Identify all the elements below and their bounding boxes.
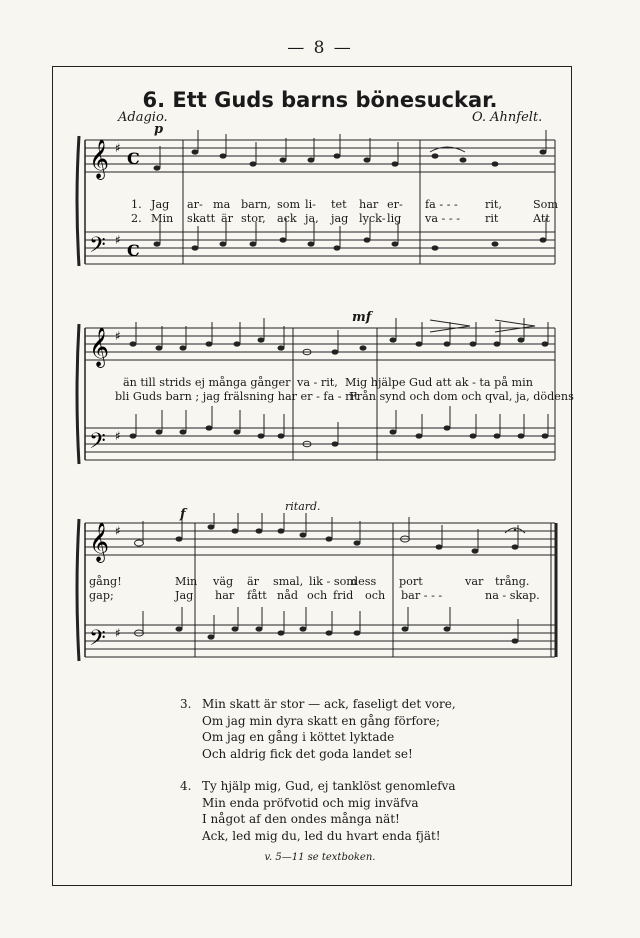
stanza-line: Min enda pröfvotid och mig inväfva <box>202 795 419 810</box>
svg-text:𝄞: 𝄞 <box>89 327 110 367</box>
music-system-2: 𝄞 𝄢 ♯ ♯ än till strids ej många gånger va - rit, Mig hjälpe Gud att ak - ta på min bli Guds barn ; jag frälsning har er - fa - rit Från synd och dom och qval, ja, dödens <box>75 318 565 478</box>
svg-text:♯: ♯ <box>115 233 121 247</box>
svg-text:𝄞: 𝄞 <box>89 139 110 179</box>
dynamic-p: p <box>154 122 164 137</box>
stanza-line: Ack, led mig du, led du hvart enda fjät! <box>202 828 441 843</box>
music-system-1: 𝄞 𝄢 ♯ ♯ C C 1. Jag ar- ma barn, som li- tet har er- fa - - - rit, Som 2. Min skatt är stor, ack ja, jag lyck- lig va - - - rit Att <box>75 130 565 280</box>
stanza-line: Och aldrig fick det goda landet se! <box>202 746 413 761</box>
svg-text:♯: ♯ <box>115 626 121 640</box>
svg-text:𝄢: 𝄢 <box>89 626 106 656</box>
stanza-line: I något af den ondes många nät! <box>202 812 400 826</box>
svg-text:♯: ♯ <box>115 141 121 155</box>
svg-text:𝄞: 𝄞 <box>89 522 110 562</box>
svg-text:C: C <box>127 149 140 168</box>
svg-text:♯: ♯ <box>115 429 121 443</box>
svg-text:𝄢: 𝄢 <box>89 429 106 459</box>
music-system-3: 𝄞 𝄢 ♯ ♯ gång! Min väg är smal, lik - som dess port var trång. gap; Jag har fått nåd och frid och bar - - - na - skap. <box>75 513 565 673</box>
song-title: 6. Ett Guds barns bönesuckar. <box>142 88 498 112</box>
stanza-number: 3. <box>180 697 192 711</box>
svg-text:C: C <box>127 241 140 260</box>
ritard-marking: ritard. <box>285 500 321 513</box>
footnote: v. 5—11 se textboken. <box>264 852 376 863</box>
dynamic-f: f <box>180 507 186 522</box>
stanza-line: Ty hjälp mig, Gud, ej tanklöst genomlefva <box>202 779 456 793</box>
stanza-line: Om jag min dyra skatt en gång förfore; <box>202 713 441 728</box>
stanza-line: Min skatt är stor — ack, faseligt det vore, <box>202 697 456 711</box>
svg-text:♯: ♯ <box>115 329 121 343</box>
svg-text:𝄢: 𝄢 <box>89 233 106 263</box>
composer: O. Ahnfelt. <box>472 110 543 125</box>
page-number: — 8 — <box>287 38 353 58</box>
svg-text:♯: ♯ <box>115 524 121 538</box>
stanza-number: 4. <box>180 779 192 793</box>
dynamic-mf: mf <box>352 310 372 325</box>
tempo-marking: Adagio. <box>118 110 168 125</box>
stanza-line: Om jag en gång i köttet lyktade <box>202 730 395 744</box>
